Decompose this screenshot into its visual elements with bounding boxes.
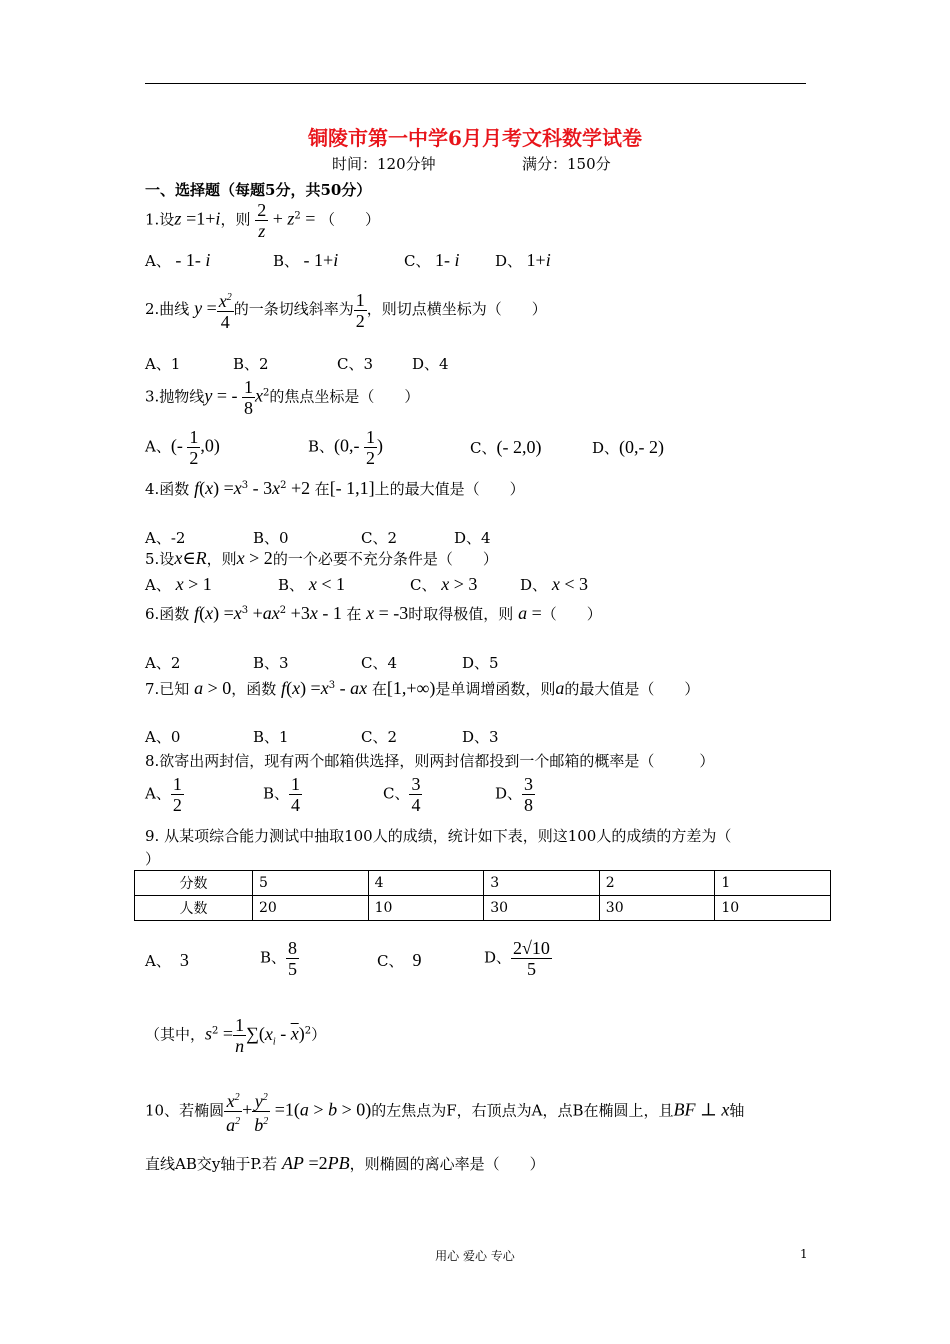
question-5: 5.设x∈R，则x > 2的一个必要不充分条件是（ ） (145, 548, 498, 568)
header-rule (145, 83, 806, 84)
q4-option-b: B、0 (253, 529, 289, 547)
q7-option-b: B、1 (253, 728, 289, 746)
table-cell: 10 (715, 896, 831, 921)
exam-time: 时间：120分钟 (332, 155, 436, 173)
question-3: 3.抛物线y = - $\frac{1}{8}$ $x^2$的焦点坐标是（ ） (145, 377, 420, 418)
table-cell: 人数 (135, 896, 253, 921)
q8-option-c: C、 $\frac{3}{4}$ (383, 774, 421, 815)
q5-option-d: D、 x < 3 (520, 574, 588, 594)
q5-option-b: B、 x < 1 (278, 574, 345, 594)
table-cell: 30 (484, 896, 600, 921)
q4-option-a: A、-2 (145, 529, 186, 547)
q9-option-a: A、 3 (145, 950, 189, 970)
q8-option-b: B、 $\frac{1}{4}$ (263, 774, 301, 815)
question-7: 7.已知 a > 0，函数 $f(x) =x^3$ - ax 在[1,+∞)是单调增函数，则a的最大值是（ ） (145, 678, 700, 698)
q7-option-d: D、3 (462, 728, 499, 746)
page-title: 铜陵市第一中学6月月考文科数学试卷 (308, 126, 642, 150)
question-10: 10、若椭圆 $\frac{x^2}{a^2}$ + $\frac{y^2}{b^2}$ =1(a > b > 0)的左焦点为F，右顶点为A，点B在椭圆上，且BF ⊥ x轴 (145, 1088, 744, 1135)
table-row (135, 896, 831, 921)
q3-option-b: B、(0,- $\frac{1}{2}$ ) (308, 427, 384, 468)
question-9: 9. 从某项综合能力测试中抽取100人的成绩，统计如下表，则这100人的成绩的方差为（ (145, 827, 732, 845)
q2-option-d: D、4 (412, 355, 449, 373)
table-cell: 5 (253, 871, 369, 896)
variance-note: （其中，$s^2$ = $\frac{1}{n}$ $\sum(x_i - \overline{x})^2$） (145, 1015, 327, 1056)
q6-option-b: B、3 (253, 654, 289, 672)
q6-option-c: C、4 (361, 654, 398, 672)
question-2: 2.曲线 y = $\frac{x^2}{4}$ 的一条切线斜率为 $\frac{1}{2}$ ，则切点横坐标为（ ） (145, 289, 547, 332)
q6-option-d: D、5 (462, 654, 499, 672)
q7-option-a: A、0 (145, 728, 181, 746)
footer-text: 用心 爱心 专心 (435, 1249, 515, 1263)
q8-option-a: A、 $\frac{1}{2}$ (145, 774, 182, 815)
page-number: 1 (800, 1247, 808, 1261)
question-1: 1.设z =1+i，则 $\frac{2}{z}$ + $z^2$ = （ ） (145, 200, 380, 241)
question-4: 4.函数 $f(x) =x^3 - 3x^2 +2$ 在[- 1,1]上的最大值是（ ） (145, 478, 525, 498)
q1-option-c: C、 1- i (404, 250, 460, 270)
q3-option-c: C、(- 2,0) (470, 437, 542, 457)
table-cell: 3 (484, 871, 600, 896)
exam-score: 满分：150分 (522, 155, 611, 173)
score-table (134, 870, 831, 921)
q9-option-c: C、 9 (377, 950, 422, 970)
q4-option-c: C、2 (361, 529, 398, 547)
table-cell: 2 (599, 871, 715, 896)
q1-option-d: D、 1+i (495, 250, 551, 270)
q1-option-b: B、 - 1+i (273, 250, 339, 270)
q6-option-a: A、2 (145, 654, 181, 672)
q3-option-d: D、(0,- 2) (592, 437, 665, 457)
q5-option-a: A、 x > 1 (145, 574, 212, 594)
table-cell: 20 (253, 896, 369, 921)
question-8: 8.欲寄出两封信，现有两个邮箱供选择，则两封信都投到一个邮箱的概率是（ ） (145, 752, 715, 770)
q2-option-c: C、3 (337, 355, 374, 373)
q4-option-d: D、4 (454, 529, 491, 547)
q9-option-b: B、 $\frac{8}{5}$ (260, 938, 298, 979)
table-row (135, 871, 831, 896)
q2-option-a: A、1 (145, 355, 181, 373)
q7-option-c: C、2 (361, 728, 398, 746)
question-10-line-2: 直线AB交y轴于P.若 AP =2PB，则椭圆的离心率是（ ） (145, 1153, 545, 1173)
table-cell: 10 (368, 896, 484, 921)
q1-option-a: A、 - 1- i (145, 250, 211, 270)
q2-option-b: B、2 (233, 355, 269, 373)
q9-option-d: D、 $\frac{2√10}{5}$ (484, 938, 550, 979)
question-9-close: ） (145, 850, 161, 868)
q3-option-a: A、(- $\frac{1}{2}$ ,0) (145, 427, 220, 468)
table-cell: 1 (715, 871, 831, 896)
table-cell: 4 (368, 871, 484, 896)
q5-option-c: C、 x > 3 (410, 574, 478, 594)
section-heading: 一、选择题（每题5分，共50分） (145, 181, 372, 199)
table-cell: 30 (599, 896, 715, 921)
question-6: 6.函数 $f(x) =x^3 +ax^2 +3x - 1$ 在 x = -3时取得极值，则 a =（ ） (145, 603, 602, 623)
table-cell: 分数 (135, 871, 253, 896)
q8-option-d: D、 $\frac{3}{8}$ (495, 774, 534, 815)
